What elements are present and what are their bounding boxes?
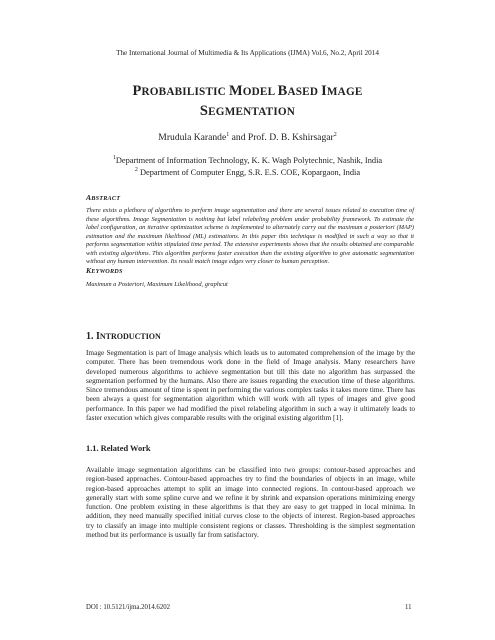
journal-header: The International Journal of Multimedia & Its Applications (IJMA) Vol.6, No.2, April 2014 — [116, 49, 379, 57]
affiliations — [0, 155, 495, 178]
affiliation-marker: 2 — [333, 131, 337, 138]
introduction-paragraph: Image Segmentation is part of Image analysis which leads us to automated comprehension of the image by the computer. There has been tremendous work done in the field of Image analysis. Many researchers have developed numerous algorithms to achieve segmentation but till this date no algorithm has surpassed the segmentation performed by the humans. Also there are issues regarding the execution time of these algorithms. Since tremendous amount of time is spent in performing the various complex tasks it takes more time. There has been always a quest for segmentation algorithm which will work with all types of images and give good performance. In this paper we had modified the pixel relabeling algorithm in such a way it ultimately leads to faster execution which gives comparable results with the original existing algorithm [1]. — [86, 348, 415, 423]
related-work-paragraph: Available image segmentation algorithms can be classified into two groups: contour-based approaches and region-based approaches. Contour-based approaches try to find the boundaries of objects in an image, while region-based approaches attempt to split an image into connected regions. In contour-based approach we generally start with some spline curve and we refine it by shrink and expansion operations minimizing energy function. One problem existing in these algorithms is that they are easy to get trapped in local minima. In addition, they need manually specified initial curves close to the objects of interest. Region-based approaches try to classify an image into multiple consistent regions or classes. Thresholding is the simplest segmentation method but its performance is usually far from satisfactory. — [86, 465, 415, 540]
related-work-heading: 1.1. Related Work — [86, 444, 151, 453]
keywords-text: Maximum a Posteriori, Maximum Likelihood, graphcut — [86, 281, 228, 288]
title-line-1: PROBABILISTIC MODEL BASED IMAGE — [132, 83, 363, 99]
affiliation-2: $^2$ Department of Computer Engg, S.R. E.S. COE, Kopargaon, India — [134, 166, 361, 177]
abstract-text: There exists a plethora of algorithms to perform image segmentation and there are several issues related to execution time of these algorithms. Image Segmentation is nothing but label relabeling problem under probability framework. To estimate the label configuration, an iterative optimization scheme is implemented to alternately carry out the maximum a posteriori (MAP) estimation and the maximum likelihood (ML) estimations. In this paper this technique is modified in such a way so that it performs segmentation within stipulated time period. The extensive experiments shows that the results obtained are comparable with existing algorithms. This algorithm performs faster execution than the existing algorithm to give automatic segmentation without any human intervention. Its result match image edges very closer to human perception. — [86, 207, 414, 266]
keywords-heading: KEYWORDS — [86, 266, 123, 275]
doi-footer: DOI : 10.5121/ijma.2014.6202 — [86, 604, 171, 611]
author-line — [0, 132, 495, 143]
author-name: Prof. D. B. Kshirsagar — [247, 132, 334, 143]
title-line-2: SEGMENTATION — [199, 103, 296, 119]
author-name: Mrudula Karande — [158, 132, 227, 143]
affiliation-1: $^1$Department of Information Technology, K. K. Wagh Polytechnic, Nashik, India — [112, 155, 383, 165]
page-number: 11 — [405, 604, 412, 611]
author-conjunction: and — [229, 132, 248, 143]
paper-title — [0, 82, 495, 122]
abstract-heading: ABSTRACT — [86, 193, 121, 202]
introduction-heading: 1. INTRODUCTION — [86, 331, 161, 342]
affiliation-marker: 1 — [226, 131, 230, 138]
